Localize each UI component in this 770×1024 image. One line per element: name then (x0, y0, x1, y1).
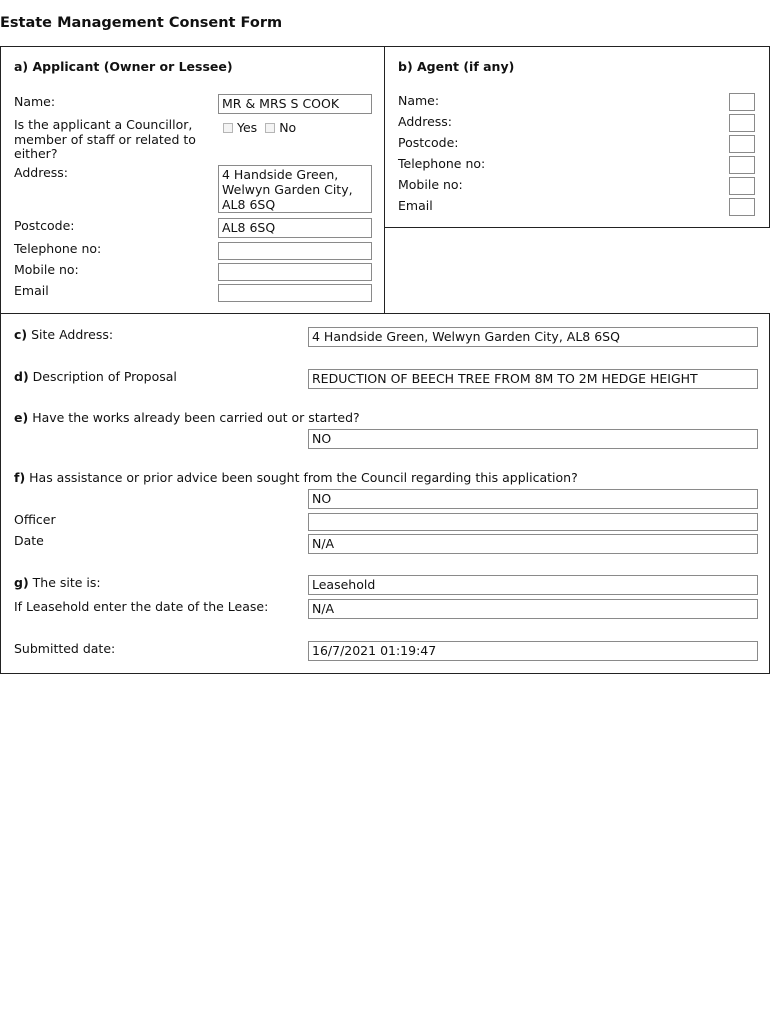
submitted-date-field[interactable]: 16/7/2021 01:19:47 (308, 641, 758, 661)
councillor-yes-checkbox[interactable] (223, 123, 233, 133)
applicant-address-label: Address: (14, 165, 68, 180)
advice-field[interactable]: NO (308, 489, 758, 509)
agent-name-field[interactable] (729, 93, 755, 111)
officer-field[interactable] (308, 513, 758, 531)
agent-email-label: Email (398, 198, 433, 213)
site-address-text: Site Address: (31, 327, 114, 342)
applicant-telephone-field[interactable] (218, 242, 372, 260)
applicant-mobile-label: Mobile no: (14, 262, 79, 277)
applicant-mobile-field[interactable] (218, 263, 372, 281)
agent-postcode-field[interactable] (729, 135, 755, 153)
lease-date-field[interactable]: N/A (308, 599, 758, 619)
applicant-panel (0, 46, 385, 314)
proposal-letter: d) (14, 369, 29, 384)
site-address-letter: c) (14, 327, 28, 342)
advice-label (14, 470, 578, 485)
works-text: Have the works already been carried out or started? (32, 410, 360, 425)
agent-mobile-field[interactable] (729, 177, 755, 195)
site-is-field[interactable]: Leasehold (308, 575, 758, 595)
agent-postcode-label: Postcode: (398, 135, 459, 150)
site-address-field[interactable]: 4 Handside Green, Welwyn Garden City, AL8 6SQ (308, 327, 758, 347)
form-title: Estate Management Consent Form (0, 15, 283, 31)
applicant-postcode-label: Postcode: (14, 218, 75, 233)
agent-name-label: Name: (398, 93, 440, 108)
site-address-label (14, 327, 113, 342)
agent-address-field[interactable] (729, 114, 755, 132)
proposal-text: Description of Proposal (32, 369, 177, 384)
lease-date-label: If Leasehold enter the date of the Lease: (14, 599, 269, 614)
applicant-name-label: Name: (14, 94, 56, 109)
advice-text: Has assistance or prior advice been sought from the Council regarding this application? (29, 470, 578, 485)
agent-telephone-label: Telephone no: (398, 156, 486, 171)
agent-mobile-label: Mobile no: (398, 177, 463, 192)
advice-letter: f) (14, 470, 26, 485)
applicant-postcode-field[interactable]: AL8 6SQ (218, 218, 372, 238)
proposal-field[interactable]: REDUCTION OF BEECH TREE FROM 8M TO 2M HEDGE HEIGHT (308, 369, 758, 389)
officer-label: Officer (14, 512, 56, 527)
councillor-question-label: Is the applicant a Councillor, member of staff or related to either? (14, 117, 196, 161)
proposal-label (14, 369, 177, 384)
applicant-heading: a) Applicant (Owner or Lessee) (14, 59, 233, 74)
date-field[interactable]: N/A (308, 534, 758, 554)
site-is-label (14, 575, 101, 590)
agent-email-field[interactable] (729, 198, 755, 216)
applicant-email-field[interactable] (218, 284, 372, 302)
applicant-name-field[interactable]: MR & MRS S COOK (218, 94, 372, 114)
submitted-date-label: Submitted date: (14, 641, 116, 656)
applicant-email-label: Email (14, 283, 49, 298)
councillor-yes-label: Yes (237, 120, 258, 135)
works-field[interactable]: NO (308, 429, 758, 449)
date-label: Date (14, 533, 44, 548)
councillor-no-checkbox[interactable] (265, 123, 275, 133)
agent-panel (384, 46, 770, 228)
agent-heading: b) Agent (if any) (398, 59, 515, 74)
agent-address-label: Address: (398, 114, 452, 129)
councillor-no-label: No (279, 120, 297, 135)
site-is-letter: g) (14, 575, 29, 590)
site-is-text: The site is: (32, 575, 101, 590)
agent-telephone-field[interactable] (729, 156, 755, 174)
works-label (14, 410, 360, 425)
applicant-address-field[interactable]: 4 Handside Green, Welwyn Garden City, AL8 6SQ (218, 165, 372, 213)
councillor-options (223, 120, 296, 135)
applicant-telephone-label: Telephone no: (14, 241, 102, 256)
details-panel (0, 313, 770, 674)
works-letter: e) (14, 410, 29, 425)
